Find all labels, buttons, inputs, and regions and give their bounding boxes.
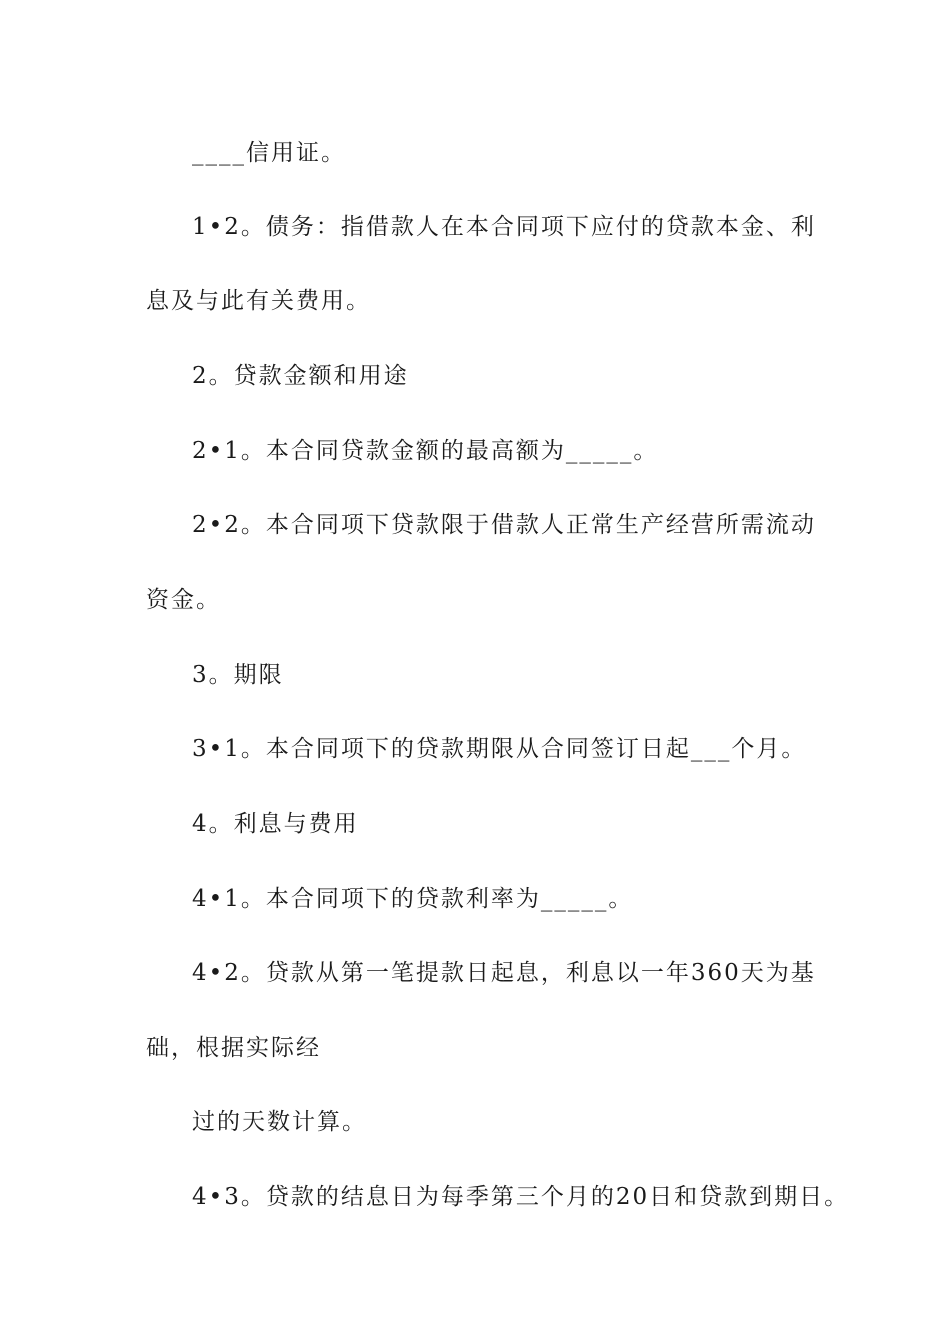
section-heading-3: 3。期限 xyxy=(192,662,284,688)
text-line-12: 4•2。贷款从第一笔提款日起息，利息以一年360天为基 xyxy=(192,960,816,986)
text-line-14: 过的天数计算。 xyxy=(192,1109,367,1135)
text-line-15: 4•3。贷款的结息日为每季第三个月的20日和贷款到期日。 xyxy=(192,1184,850,1210)
text-line-3: 息及与此有关费用。 xyxy=(146,288,371,314)
text-line-1: ____信用证。 xyxy=(192,140,346,166)
section-heading-4: 4。利息与费用 xyxy=(192,811,359,837)
text-line-11: 4•1。本合同项下的贷款利率为_____。 xyxy=(192,886,634,912)
text-line-6: 2•2。本合同项下贷款限于借款人正常生产经营所需流动 xyxy=(192,512,816,538)
text-line-13: 础，根据实际经 xyxy=(146,1035,321,1061)
section-heading-2: 2。贷款金额和用途 xyxy=(192,363,409,389)
text-line-2: 1•2。债务：指借款人在本合同项下应付的贷款本金、利 xyxy=(192,214,816,240)
text-line-5: 2•1。本合同贷款金额的最高额为_____。 xyxy=(192,438,659,464)
text-line-9: 3•1。本合同项下的贷款期限从合同签订日起___个月。 xyxy=(192,736,807,762)
text-line-7: 资金。 xyxy=(146,587,221,613)
